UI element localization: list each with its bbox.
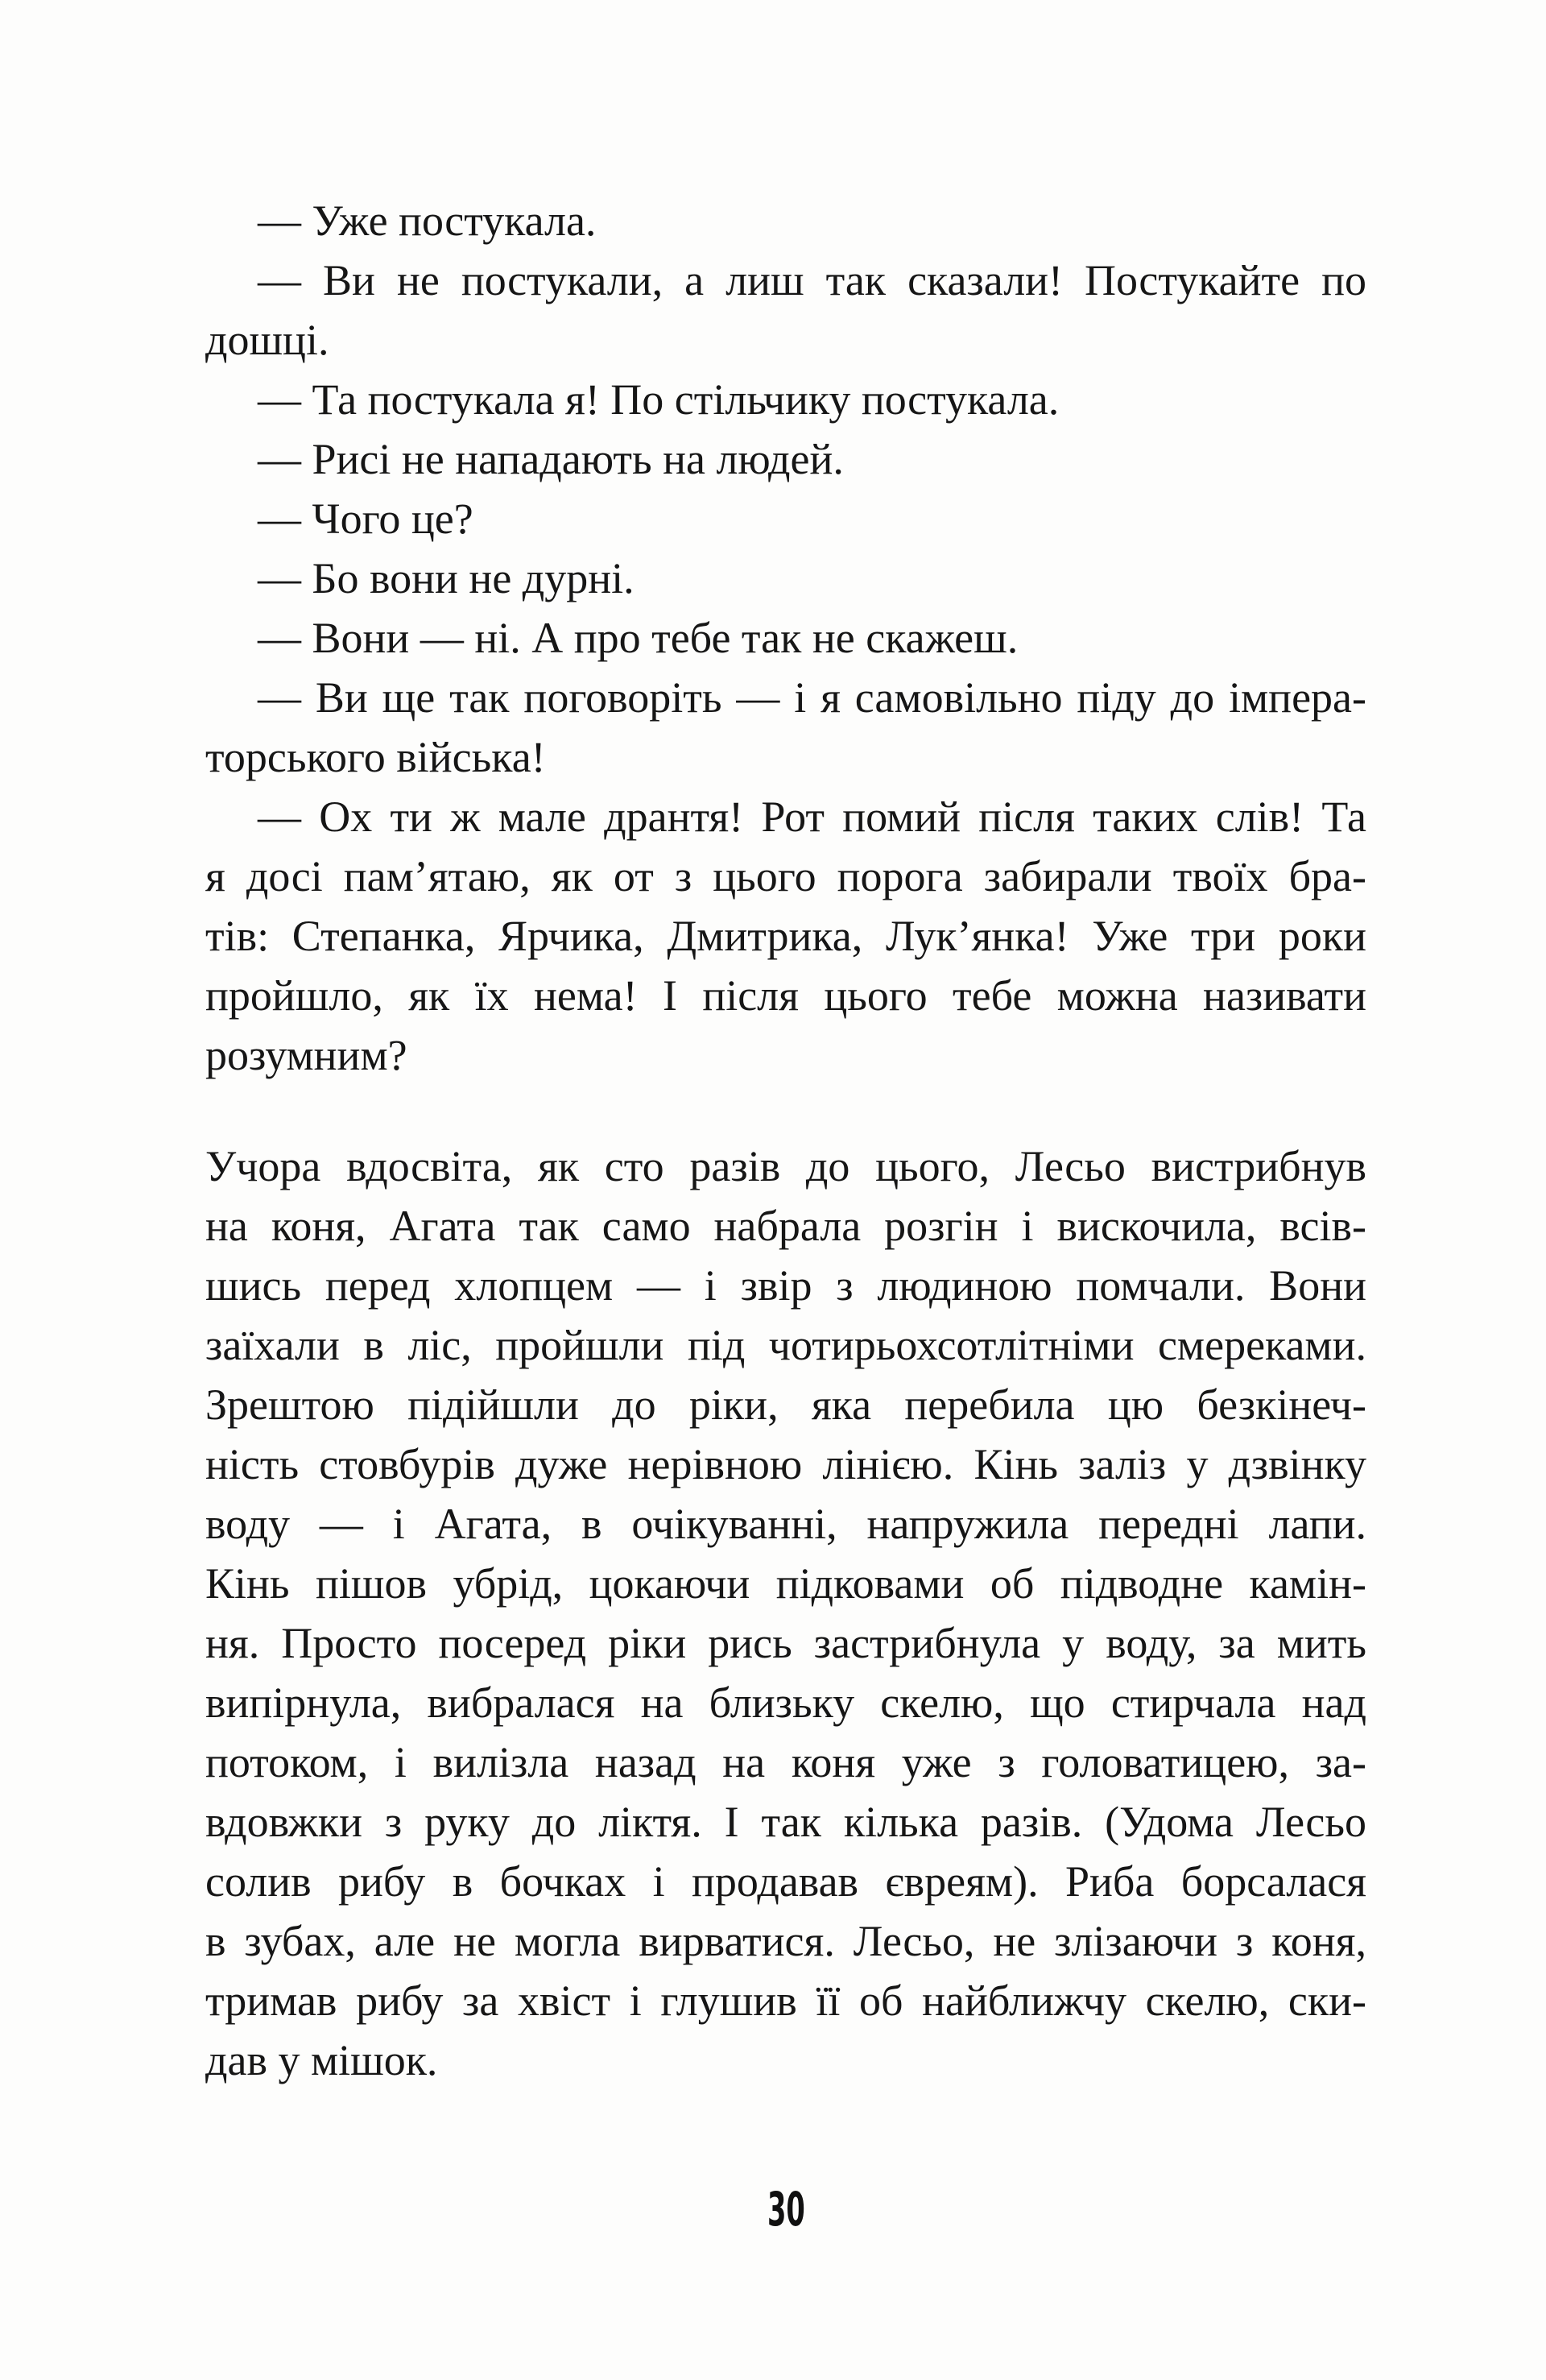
- text-line: дав у мішок.: [205, 2036, 438, 2084]
- text-line: ність стовбурів дуже нерівною лінією. Кінь заліз у дзвінку: [205, 1440, 1366, 1488]
- text-line: дошці.: [205, 316, 329, 364]
- text-line: ня. Просто посеред ріки рись застрибнула у воду, за мить: [205, 1619, 1366, 1667]
- page-number-value: 30: [767, 2182, 805, 2237]
- text-line: вдовжки з руку до ліктя. І так кілька разів. (Удома Лесьо: [205, 1798, 1366, 1846]
- text-line: на коня, Агата так само набрала розгін і вискочила, всів-: [205, 1202, 1366, 1250]
- text-line: пройшло, як їх нема! І після цього тебе можна називати: [205, 971, 1366, 1020]
- text-line: тів: Степанка, Ярчика, Дмитрика, Лук’янка! Уже три роки: [205, 912, 1366, 960]
- text-line: потоком, і вилізла назад на коня уже з головатицею, за-: [205, 1738, 1366, 1786]
- text-line: — Ох ти ж мале дрантя! Рот помий після таких слів! Та: [258, 793, 1366, 841]
- text-line: розумним?: [205, 1031, 407, 1079]
- page-number: [205, 2182, 1366, 2237]
- paragraph-2: [205, 1136, 1366, 2090]
- text-line: Учора вдосвіта, як сто разів до цього, Лесьо вистрибнув: [205, 1142, 1366, 1190]
- text-line: — Чого це?: [258, 495, 473, 543]
- text-line: — Бо вони не дурні.: [258, 554, 635, 602]
- text-line: випірнула, вибралася на близьку скелю, що стирчала над: [205, 1678, 1366, 1727]
- text-line: солив рибу в бочках і продавав євреям). Риба борсалася: [205, 1857, 1366, 1906]
- page-text-block: [205, 191, 1366, 2090]
- text-line: — Та постукала я! По стільчику постукала.: [258, 375, 1060, 424]
- text-line: заїхали в ліс, пройшли під чотирьохсотлітніми смереками.: [205, 1321, 1366, 1369]
- text-line: шись перед хлопцем — і звір з людиною помчали. Вони: [205, 1261, 1366, 1310]
- text-line: торського війська!: [205, 733, 546, 781]
- paragraph-1: [205, 191, 1366, 1085]
- text-line: Зрештою підійшли до ріки, яка перебила цю безкінеч-: [205, 1380, 1366, 1429]
- text-line: тримав рибу за хвіст і глушив її об найближчу скелю, ски-: [205, 1976, 1366, 2025]
- text-line: воду — і Агата, в очікуванні, напружила передні лапи.: [205, 1500, 1366, 1548]
- text-line: — Рисі не нападають на людей.: [258, 435, 844, 483]
- text-line: Кінь пішов убрід, цокаючи підковами об підводне камін-: [205, 1559, 1366, 1608]
- text-line: — Вони — ні. А про тебе так не скажеш.: [258, 614, 1019, 662]
- text-line: в зубах, але не могла вирватися. Лесьо, не злізаючи з коня,: [205, 1917, 1366, 1965]
- text-line: — Уже постукала.: [258, 197, 597, 245]
- text-line: — Ви ще так поговоріть — і я самовільно піду до імпера-: [258, 673, 1366, 722]
- text-line: я досі пам’ятаю, як от з цього порога забирали твоїх бра-: [205, 852, 1366, 900]
- text-line: — Ви не постукали, а лиш так сказали! Постукайте по: [258, 256, 1366, 304]
